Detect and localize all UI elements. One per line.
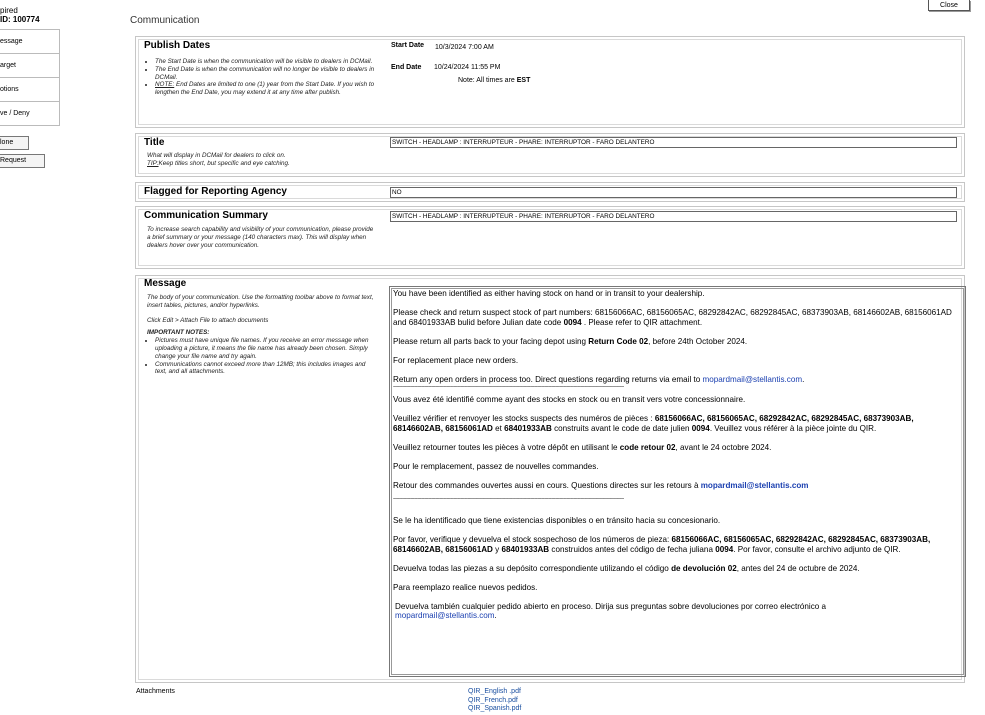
email-link[interactable]: mopardmail@stellantis.com	[702, 374, 803, 384]
summary-help: To increase search capability and visibility of your communication, please provide a brief summary or your message (140 characters max). This will display when dealers hover over your communication.	[147, 226, 374, 249]
flagged-heading: Flagged for Reporting Agency	[144, 186, 287, 197]
attachments-list	[468, 688, 521, 714]
summary-heading: Communication Summary	[144, 210, 268, 221]
attachment-link-english[interactable]: QIR_English .pdf	[468, 688, 521, 695]
publish-dates-help	[147, 58, 377, 97]
message-section	[135, 275, 965, 683]
message-fr-5: Retour des commandes ouvertes aussi en cours. Questions directes sur les retours à mopardmail@stellantis.com	[393, 480, 809, 490]
end-date-label: End Date	[391, 64, 422, 71]
page-title: Communication	[130, 15, 200, 26]
message-en-4: For replacement place new orders.	[393, 355, 519, 365]
title-help: What will display in DCMail for dealers to click on. TIP:Keep titles short, but specific and eye catching.	[147, 152, 290, 167]
summary-section	[135, 206, 965, 269]
email-link[interactable]: mopardmail@stellantis.com	[395, 611, 495, 621]
message-fr-1: Vous avez été identifié comme ayant des stocks en stock ou en transit vers votre concessionnaire.	[393, 395, 746, 405]
divider: ------------------------------------------------------------------------------------------------------------------------------------------------------------------------------------------------------	[393, 384, 624, 391]
timezone-note: Note: All times are EST	[458, 77, 531, 84]
publish-dates-heading: Publish Dates	[144, 40, 211, 51]
status-line: pired	[0, 6, 18, 15]
title-section	[135, 133, 965, 177]
start-date-label: Start Date	[391, 42, 425, 49]
message-es-1: Se le ha identificado que tiene existencias disponibles o en tránsito hacia su concesionario.	[393, 516, 721, 526]
close-button[interactable]: Close	[928, 0, 970, 11]
end-date-value[interactable]: 10/24/2024 11:55 PM	[434, 64, 501, 71]
attachments-label: Attachments	[136, 688, 175, 695]
email-link[interactable]: mopardmail@stellantis.com	[700, 480, 809, 490]
important-notes-heading: IMPORTANT NOTES:	[147, 329, 210, 337]
divider: ------------------------------------------------------------------------------------------------------------------------------------------------------------------------------------------------------	[393, 496, 624, 503]
message-editor[interactable]	[389, 286, 966, 677]
sidebar-item-target[interactable]: arget	[0, 54, 59, 78]
start-date-value[interactable]: 10/3/2024 7:00 AM	[435, 44, 494, 51]
help-start-date: • The Start Date is when the communication will be visible to dealers in DCMail.	[155, 58, 377, 66]
message-fr-4: Pour le remplacement, passez de nouvelles commandes.	[393, 461, 599, 471]
flagged-input[interactable]: NO	[390, 187, 957, 198]
message-es-5: Devuelva también cualquier pedido abierto en proceso. Dirija sus preguntas sobre devoluciones por correo electrónico a mopardmail@stellantis.com.	[395, 601, 827, 621]
title-input[interactable]: SWITCH - HEADLAMP : INTERRUPTEUR - PHARE: INTERRUPTOR - FARO DELANTERO	[390, 137, 957, 148]
message-en-5: Return any open orders in process too. Direct questions regarding returns via email to mopardmail@stellantis.com.	[393, 374, 805, 384]
help-end-date: • The End Date is when the communication will no longer be visible to dealers in DCMail.	[155, 66, 377, 82]
message-es-2: Por favor, verifique y devuelva el stock sospechoso de los números de pieza: 68156066AC, 68156065AC, 68292842AC, 68292845AC, 68373903AB, 68146602AB, 68156061AD y 68401933AB construidos antes del código de fecha juliana 0094. Por favor, consulte el archivo adjunto de QIR.	[393, 535, 931, 554]
message-fr-3: Veuillez retourner toutes les pièces à votre dépôt en utilisant le code retour 02, avant le 24 octobre 2024.	[393, 442, 772, 452]
sidebar-item-options[interactable]: otions	[0, 78, 59, 102]
communication-id: ID: 100774	[0, 15, 40, 24]
tip-label: TIP:	[147, 159, 159, 167]
message-es-4: Para reemplazo realice nuevos pedidos.	[393, 582, 538, 592]
publish-dates-section	[135, 36, 965, 128]
attachment-link-french[interactable]: QIR_French.pdf	[468, 696, 518, 704]
message-en-2: Please check and return suspect stock of part numbers: 68156066AC, 68156065AC, 68292842AC, 68292845AC, 68373903AB, 68146602AB, 68156061AD and 68401933AB bulid before Julian date code 0094 . Please refer to QIR attachment.	[393, 307, 952, 327]
message-en-3: Please return all parts back to your facing depot using Return Code 02, before 24th October 2024.	[393, 336, 748, 346]
sidebar-item-approve-deny[interactable]: ve / Deny	[0, 110, 30, 117]
help-note: • NOTE: End Dates are limited to one (1) year from the Start Date. If you wish to lengthen the End Date, you may extend it at any time after publish.	[155, 81, 377, 97]
attachment-link-spanish[interactable]: QIR_Spanish.pdf	[468, 705, 522, 712]
message-es-3: Devuelva todas las piezas a su depósito correspondiente utilizando el código de devolución 02, antes del 24 de octubre de 2024.	[393, 563, 860, 573]
message-help: The body of your communication. Use the formatting toolbar above to format text, insert tables, pictures, and/or hyperlinks. Click Edit > Attach File to attach documents IMPORTANT NOTES: • Pictures must have unique file names. If you receive an error message when uploading a picture, it means the file name has already been chosen. Simply change your file name and try again. • Communications cannot exceed more than 12MB; this includes images and text, and all attachments.	[147, 294, 377, 376]
message-fr-2: Veuillez vérifier et renvoyer les stocks suspects des numéros de pièces : 68156066AC, 68156065AC, 68292842AC, 68292845AC, 68373903AB, 68146602AB, 68156061AD et 68401933AB construits avant le code de date julien 0094. Veuillez vous référer à la pièce jointe du QIR.	[393, 414, 914, 433]
request-button[interactable]: Request	[0, 154, 45, 168]
message-heading: Message	[144, 278, 187, 289]
summary-input[interactable]: SWITCH - HEADLAMP : INTERRUPTEUR - PHARE: INTERRUPTOR - FARO DELANTERO	[390, 211, 957, 222]
sidebar-item-message[interactable]: essage	[0, 30, 59, 54]
note-label: NOTE:	[155, 81, 175, 89]
timezone: EST	[516, 77, 531, 84]
message-en-1: You have been identified as either having stock on hand or in transit to your dealership.	[393, 289, 705, 298]
title-heading: Title	[144, 137, 165, 148]
sidebar-nav	[0, 29, 60, 126]
clone-button[interactable]: lone	[0, 136, 29, 150]
flagged-section	[135, 182, 965, 202]
